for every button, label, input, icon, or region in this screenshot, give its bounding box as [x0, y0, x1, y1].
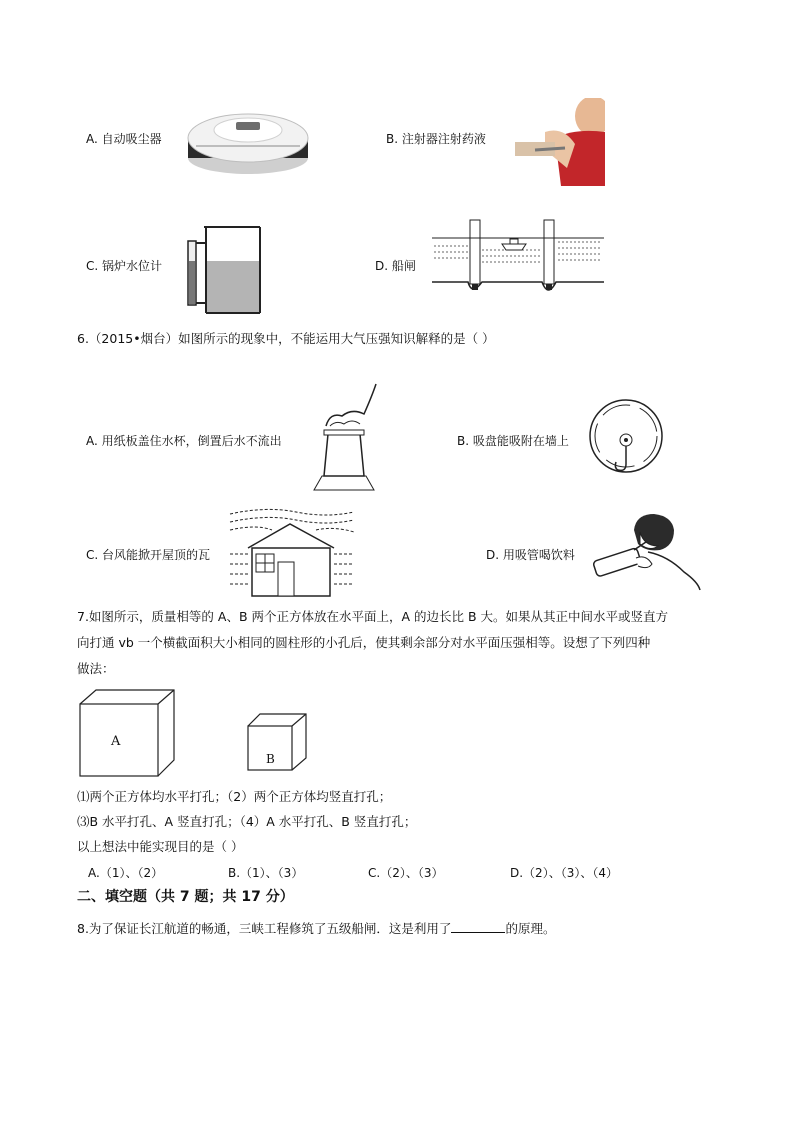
cube-b-label: B [266, 752, 275, 766]
q8-text-after: 的原理。 [505, 921, 556, 936]
q7-stem-line3: 做法： [77, 661, 115, 676]
q5-option-c-label: C. 锅炉水位计 [86, 259, 163, 273]
robot-vacuum-image [186, 100, 310, 178]
q5-option-d-label: D. 船闸 [375, 259, 416, 273]
q5-option-a-label: A. 自动吸尘器 [86, 132, 162, 146]
q8-answer-blank[interactable] [451, 920, 505, 933]
q7-choice-d[interactable]: D.（2）、（3）、（4） [510, 866, 618, 880]
q6-option-b-label: B. 吸盘能吸附在墙上 [457, 434, 569, 448]
q7-stem-line2: 向打通 vb 一个横截面积大小相同的圆柱形的小孔后，使其剩余部分对水平面压强相等。设想了下列四种 [77, 635, 651, 650]
q6-option-a-label: A. 用纸板盖住水杯，倒置后水不流出 [86, 434, 282, 448]
drinking-straw-image [588, 512, 704, 592]
q8-text-before: 8.为了保证长江航道的畅通，三峡工程修筑了五级船闸．这是利用了 [77, 921, 452, 936]
typhoon-house-image [226, 504, 358, 598]
cube-a-label: A [111, 734, 121, 749]
q7-choice-a[interactable]: A.（1）、（2） [88, 866, 164, 880]
q7-item-1-2: ⑴两个正方体均水平打孔；（2）两个正方体均竖直打孔； [77, 789, 392, 804]
section-title: 二、填空题（共 7 题；共 17 分） [77, 889, 294, 905]
q8-line [77, 916, 555, 941]
q6-stem: 6.（2015•烟台）如图所示的现象中，不能运用大气压强知识解释的是（ ） [77, 331, 495, 346]
boiler-gauge-image [186, 225, 262, 315]
q7-choice-c[interactable]: C.（2）、（3） [368, 866, 444, 880]
q7-stem-line1: 7.如图所示，质量相等的 A、B 两个正方体放在水平面上，A 的边长比 B 大。如果从其正中间水平或竖直方 [77, 609, 669, 624]
q7-choice-b[interactable]: B.（1）、（3） [228, 866, 304, 880]
cube-a-figure [78, 688, 178, 778]
q6-option-c-label: C. 台风能掀开屋顶的瓦 [86, 548, 211, 562]
cube-b-figure [246, 712, 308, 772]
q6-option-d-label: D. 用吸管喝饮料 [486, 548, 575, 562]
injection-image [515, 98, 605, 186]
ship-lock-image [432, 212, 604, 310]
inverted-cup-image [312, 382, 378, 492]
q7-item-3-4: ⑶B 水平打孔、A 竖直打孔；（4）A 水平打孔、B 竖直打孔； [77, 814, 417, 829]
q5-option-b-label: B. 注射器注射药液 [386, 132, 486, 146]
suction-cup-image [586, 392, 664, 480]
q7-question: 以上想法中能实现目的是（ ） [77, 839, 244, 854]
